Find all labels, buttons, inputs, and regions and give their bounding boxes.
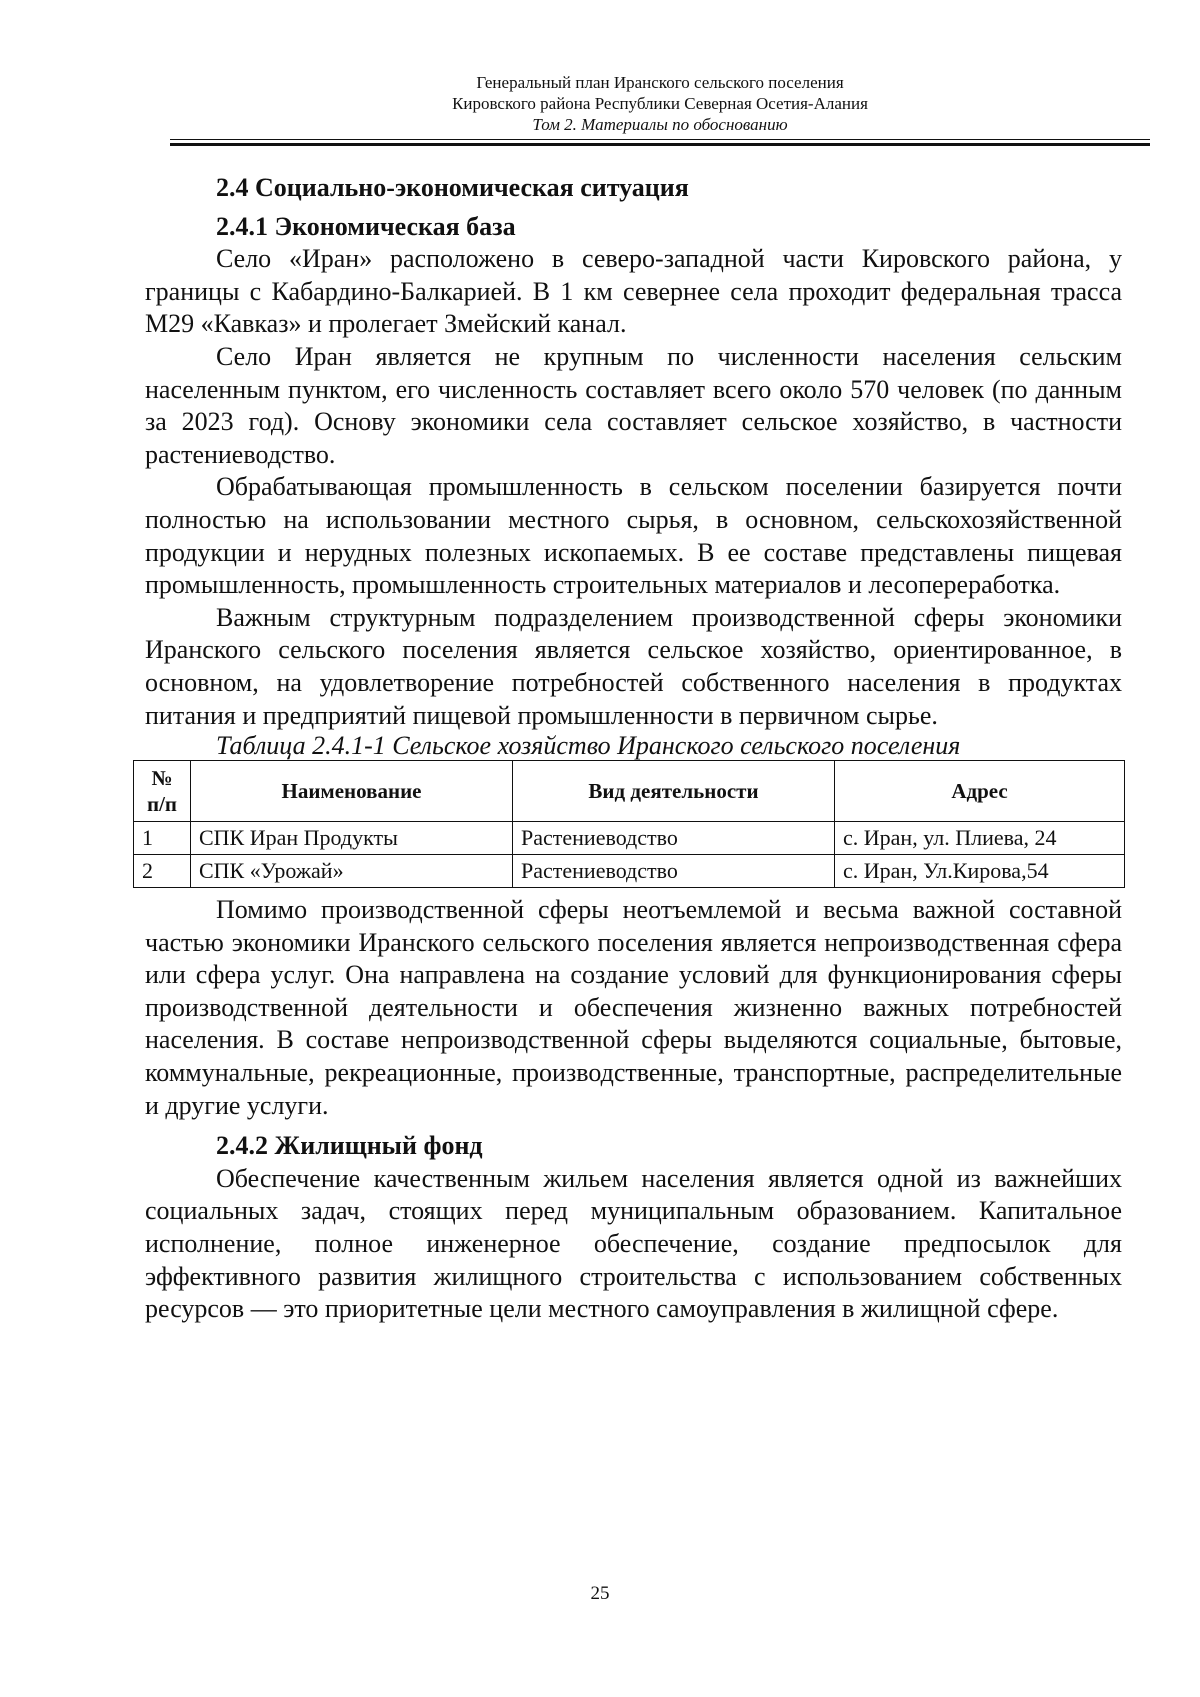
document-header <box>170 72 1150 135</box>
paragraph: Обеспечение качественным жильем населения является одной из важнейших социальных задач, стоящих перед муниципальным образованием. Капитальное исполнение, полное инженерное обеспечение, создание предпосылок для эффективного развития жилищного строительства с использованием собственных ресурсов — это приоритетные цели местного самоуправления в жилищной сфере. <box>145 1163 1122 1324</box>
table-cell: 1 <box>134 822 191 855</box>
section-title: 2.4 Социально-экономическая ситуация <box>216 173 689 202</box>
paragraph: Село «Иран» расположено в северо-западной части Кировского района, у границы с Кабардино-Балкарией. В 1 км севернее села проходит федеральная трасса М29 «Кавказ» и пролегает Змейский канал. <box>145 244 1122 339</box>
subsection-title-housing: 2.4.2 Жилищный фонд <box>216 1131 483 1161</box>
page-number: 25 <box>590 1583 610 1604</box>
header-cell-activity: Вид деятельности <box>513 761 835 822</box>
page-content <box>142 172 1122 1326</box>
subsection-title-economic-base: 2.4.1 Экономическая база <box>216 211 516 241</box>
agriculture-table <box>133 760 1125 888</box>
table-cell: 2 <box>134 855 191 888</box>
table-row <box>134 855 1125 888</box>
table-cell: с. Иран, ул. Плиева, 24 <box>835 822 1125 855</box>
header-rule-thick <box>170 143 1150 146</box>
table-cell: Растениеводство <box>513 855 835 888</box>
paragraph: Село Иран является не крупным по численности населения сельским населенным пунктом, его численность составляет всего около 570 человек (по данным за 2023 год). Основу экономики села составляет сельское хозяйство, в частности растениеводство. <box>145 341 1122 469</box>
table-header-row <box>134 761 1125 822</box>
table-cell: Растениеводство <box>513 822 835 855</box>
paragraph: Помимо производственной сферы неотъемлемой и весьма важной составной частью экономики Иранского сельского поселения является непроизводственная сфера или сфера услуг. Она направлена на создание условий для функционирования сферы производственной деятельности и обеспечения жизненно важных потребностей населения. В составе непроизводственной сферы выделяются социальные, бытовые, коммунальные, рекреационные, производственные, транспортные, распределительные и другие услуги. <box>145 895 1122 1120</box>
header-cell-address: Адрес <box>835 761 1125 822</box>
header-line-1: Генеральный план Иранского сельского поселения <box>476 73 844 92</box>
header-line-2: Кировского района Республики Северная Осетия-Алания <box>452 94 868 113</box>
header-cell-name: Наименование <box>191 761 513 822</box>
header-cell-number: № п/п <box>134 761 191 822</box>
paragraph: Важным структурным подразделением производственной сферы экономики Иранского сельского поселения является сельское хозяйство, ориентированное, в основном, на удовлетворение потребностей собственного населения в продуктах питания и предприятий пищевой промышленности в первичном сырье. <box>145 602 1122 730</box>
table-cell: СПК «Урожай» <box>191 855 513 888</box>
table-cell: с. Иран, Ул.Кирова,54 <box>835 855 1125 888</box>
table-caption: Таблица 2.4.1-1 Сельское хозяйство Иранского сельского поселения <box>216 732 961 761</box>
header-line-3: Том 2. Материалы по обоснованию <box>532 115 788 134</box>
paragraph: Обрабатывающая промышленность в сельском поселении базируется почти полностью на использовании местного сырья, в основном, сельскохозяйственной продукции и нерудных полезных ископаемых. В ее составе представлены пищевая промышленность, промышленность строительных материалов и лесопереработка. <box>145 472 1122 600</box>
table-row <box>134 822 1125 855</box>
table-cell: СПК Иран Продукты <box>191 822 513 855</box>
header-rule-thin <box>170 139 1150 140</box>
